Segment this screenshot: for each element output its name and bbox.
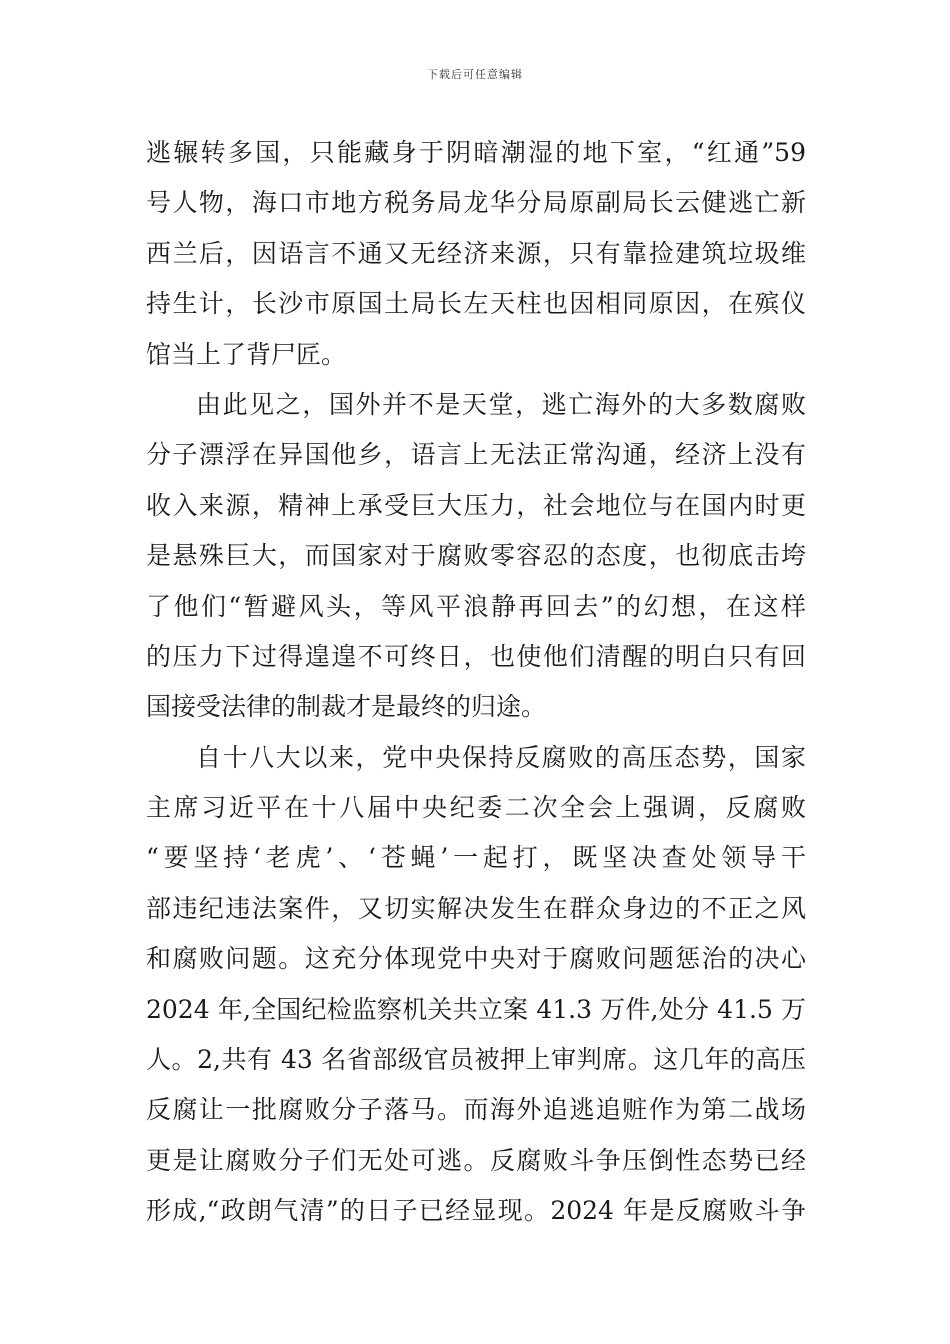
text-line: 号人物，海口市地方税务局龙华分局原副局长云健逃亡新 [146, 188, 806, 218]
text-line: 了他们“暂避风头，等风平浪静再回去”的幻想，在这样 [146, 591, 806, 621]
text-line: 持生计，长沙市原国土局长左天柱也因相同原因，在殡仪 [146, 289, 806, 319]
text-line: 馆当上了背尸匠。 [146, 339, 347, 369]
text-line: 2024 年,全国纪检监察机关共立案 41.3 万件,处分 41.5 万 [146, 994, 806, 1024]
text-line: 的压力下过得遑遑不可终日，也使他们清醒的明白只有回 [146, 641, 806, 671]
text-line: 部违纪违法案件，又切实解决发生在群众身边的不正之风 [146, 893, 806, 923]
text-line: 自十八大以来，党中央保持反腐败的高压态势，国家 [196, 742, 806, 772]
text-line: 由此见之，国外并不是天堂，逃亡海外的大多数腐败 [196, 389, 806, 419]
text-line: 分子漂浮在异国他乡，语言上无法正常沟通，经济上没有 [146, 440, 806, 470]
document-body [146, 128, 806, 1237]
text-line: 西兰后，因语言不通又无经济来源，只有靠捡建筑垃圾维 [146, 238, 806, 268]
text-line: 主席习近平在十八届中央纪委二次全会上强调，反腐败 [146, 793, 806, 823]
text-line: 更是让腐败分子们无处可逃。反腐败斗争压倒性态势已经 [146, 1145, 806, 1175]
text-line: 收入来源，精神上承受巨大压力，社会地位与在国内时更 [146, 490, 806, 520]
page-header: 下载后可任意编辑 [427, 68, 523, 81]
text-line: 和腐败问题。这充分体现党中央对于腐败问题惩治的决心 [146, 944, 806, 974]
text-line: 形成,“政朗气清”的日子已经显现。2024 年是反腐败斗争 [146, 1196, 806, 1226]
paragraph [146, 380, 806, 733]
text-line: “要坚持‘老虎’、‘苍蝇’一起打，既坚决查处领导干 [146, 843, 806, 873]
paragraph [146, 733, 806, 1237]
paragraph [146, 128, 806, 380]
text-line: 人。2,共有 43 名省部级官员被押上审判席。这几年的高压 [146, 1045, 806, 1075]
text-line: 逃辗转多国，只能藏身于阴暗潮湿的地下室，“红通”59 [146, 138, 806, 167]
text-line: 反腐让一批腐败分子落马。而海外追逃追赃作为第二战场 [146, 1095, 806, 1125]
text-line: 国接受法律的制裁才是最终的归途。 [146, 692, 547, 722]
text-line: 是悬殊巨大，而国家对于腐败零容忍的态度，也彻底击垮 [146, 541, 806, 571]
